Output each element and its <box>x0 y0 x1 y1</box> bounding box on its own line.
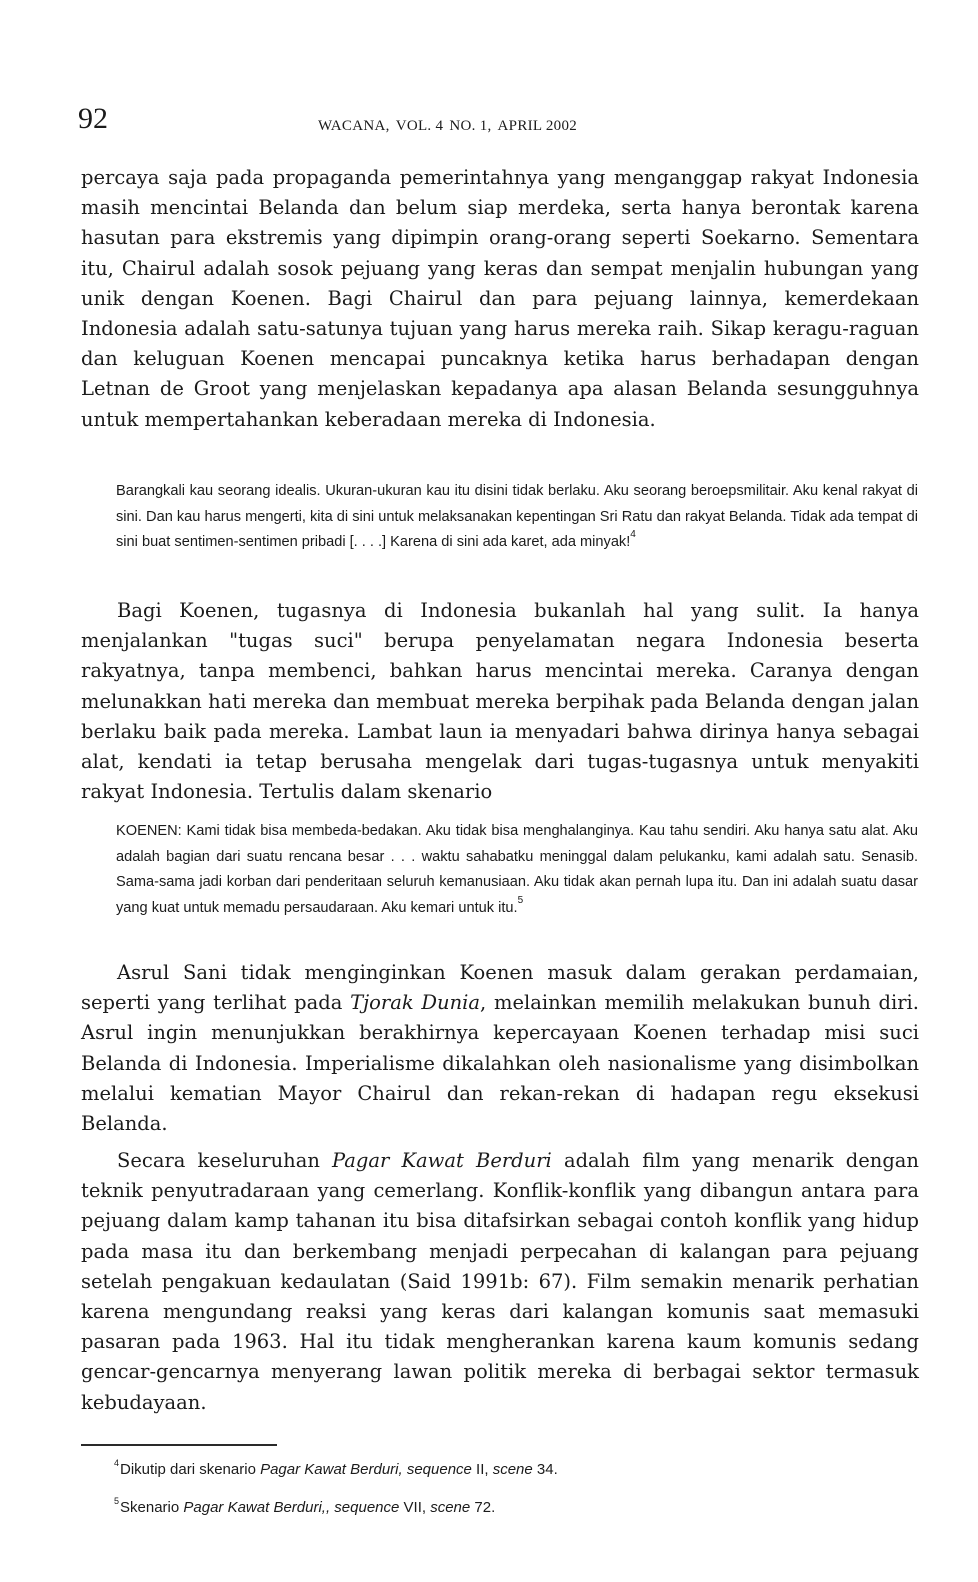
footnote-5-scene-label: scene <box>430 1499 471 1516</box>
paragraph-4-text-b: adalah film yang menarik dengan teknik penyutradaraan yang cemerlang. Konflik-konflik yang dibangun antara para pejuang dalam kamp tahanan itu bisa ditafsirkan sebagai contoh konflik yang hidup pada masa itu dan berkembang menjadi perpecahan di kalangan para pejuang setelah pengakuan kedaulatan (Said 1991b: 67). Film semakin menarik perhatian karena mengundang reaksi yang keras dari kalangan komunis saat memasuki pasaran pada 1963. Hal itu tidak mengherankan karena kaum komunis sedang gencar-gencarnya menyerang lawan politik mereka di berbagai sektor termasuk kebudayaan. <box>81 1149 919 1414</box>
footnote-ref-4: 4 <box>630 529 636 541</box>
journal-issue: NO. 1, <box>449 118 492 134</box>
paragraph-3-text-b: , melainkan memilih melakukan bunuh diri. Asrul ingin menunjukkan berakhirnya kepercayaan Koenen terhadap misi suci Belanda di Indonesia. Imperialisme dikalahkan oleh nasionalisme yang disimbolkan melalui kematian Mayor Chairul dan rekan-rekan di hadapan regu eksekusi Belanda. <box>81 991 919 1136</box>
journal-volume: VOL. 4 <box>395 118 444 134</box>
quote-1-text: Barangkali kau seorang idealis. Ukuran-ukuran kau itu disini tidak berlaku. Aku seorang beroepsmilitair. Aku kenal rakyat di sini. Dan kau harus mengerti, kita di sini untuk melaksanakan kepentingan Sri Ratu dan rakyat Belanda. Tidak ada tempat di sini buat sentimen-sentimen pribadi [. . . .] Karena di sini ada karet, ada minyak! <box>116 483 918 551</box>
footnote-4 <box>114 1458 558 1478</box>
paragraph-2: Bagi Koenen, tugasnya di Indonesia bukanlah hal yang sulit. Ia hanya menjalankan "tugas suci" berupa penyelamatan negara Indonesia beserta rakyatnya, tanpa membenci, bahkan harus mencintai mereka. Caranya dengan melunakkan hati mereka dan membuat mereka berpihak pada Belanda dengan jalan berlaku baik pada mereka. Lambat laun ia menyadari bahwa dirinya hanya sebagai alat, kendati ia tetap berusaha mengelak dari tugas-tugasnya untuk menyakiti rakyat Indonesia. Tertulis dalam skenario <box>81 599 919 804</box>
film-title-pagar-kawat-berduri: Pagar Kawat Berduri <box>332 1149 552 1172</box>
quote-2-text: Kami tidak bisa membeda-bedakan. Aku tidak bisa menghalanginya. Kau tahu sendiri. Aku hanya satu alat. Aku adalah bagian dari suatu rencana besar . . . waktu sahabatku meninggal dalam pelukanku, kami adalah satu. Senasib. Sama-sama jadi korban dari penderitaan seluruh kemanusiaan. Aku tidak akan pernah lupa itu. Dan ini adalah suatu dasar yang kuat untuk memadu persaudaraan. Aku kemari untuk itu. <box>116 823 918 916</box>
footnote-5-number: 5 <box>114 1496 120 1506</box>
journal-name: WACANA, <box>318 118 390 134</box>
footnote-ref-5: 5 <box>517 894 524 906</box>
paragraph-4 <box>81 1146 919 1418</box>
paragraph-3-text-a: Asrul Sani tidak menginginkan Koenen masuk dalam gerakan perdamaian, seperti yang terlihat pada <box>81 961 919 1015</box>
paragraph-4-text-a: Secara keseluruhan <box>117 1149 333 1172</box>
journal-date: APRIL 2002 <box>497 118 578 134</box>
footnote-5 <box>114 1496 496 1516</box>
paragraph-3 <box>81 958 919 1139</box>
footnote-4-number: 4 <box>114 1458 120 1468</box>
footnote-divider <box>81 1444 277 1446</box>
footnote-5-sequence: VII, <box>399 1499 431 1516</box>
block-quote-1 <box>116 479 918 556</box>
footnote-4-title: Pagar Kawat Berduri, sequence <box>260 1461 472 1478</box>
running-head <box>318 118 583 135</box>
footnote-5-title: Pagar Kawat Berduri,, sequence <box>183 1499 400 1516</box>
footnote-4-scene-num: 34. <box>532 1461 558 1478</box>
footnote-4-text: Dikutip dari skenario <box>120 1461 261 1478</box>
footnote-5-scene-num: 72. <box>470 1499 496 1516</box>
quote-2-speaker: KOENEN: <box>116 823 182 839</box>
film-title-tjorak-dunia: Tjorak Dunia <box>350 991 481 1015</box>
footnote-4-sequence: II, <box>471 1461 493 1478</box>
footnote-5-text: Skenario <box>120 1499 184 1516</box>
footnote-4-scene-label: scene <box>492 1461 533 1478</box>
block-quote-2 <box>116 819 918 921</box>
paragraph-1: percaya saja pada propaganda pemerintahnya yang menganggap rakyat Indonesia masih mencintai Belanda dan belum siap merdeka, serta hanya berontak karena hasutan para ekstremis yang dipimpin orang-orang seperti Soekarno. Sementara itu, Chairul adalah sosok pejuang yang keras dan sempat menjalin hubungan yang unik dengan Koenen. Bagi Chairul dan para pejuang lainnya, kemerdekaan Indonesia adalah satu-satunya tujuan yang harus mereka raih. Sikap keragu-raguan dan keluguan Koenen mencapai puncaknya ketika harus berhadapan dengan Letnan de Groot yang menjelaskan kepadanya apa alasan Belanda sesungguhnya untuk mempertahankan keberadaan mereka di Indonesia. <box>81 166 919 431</box>
page-number: 92 <box>78 102 108 135</box>
